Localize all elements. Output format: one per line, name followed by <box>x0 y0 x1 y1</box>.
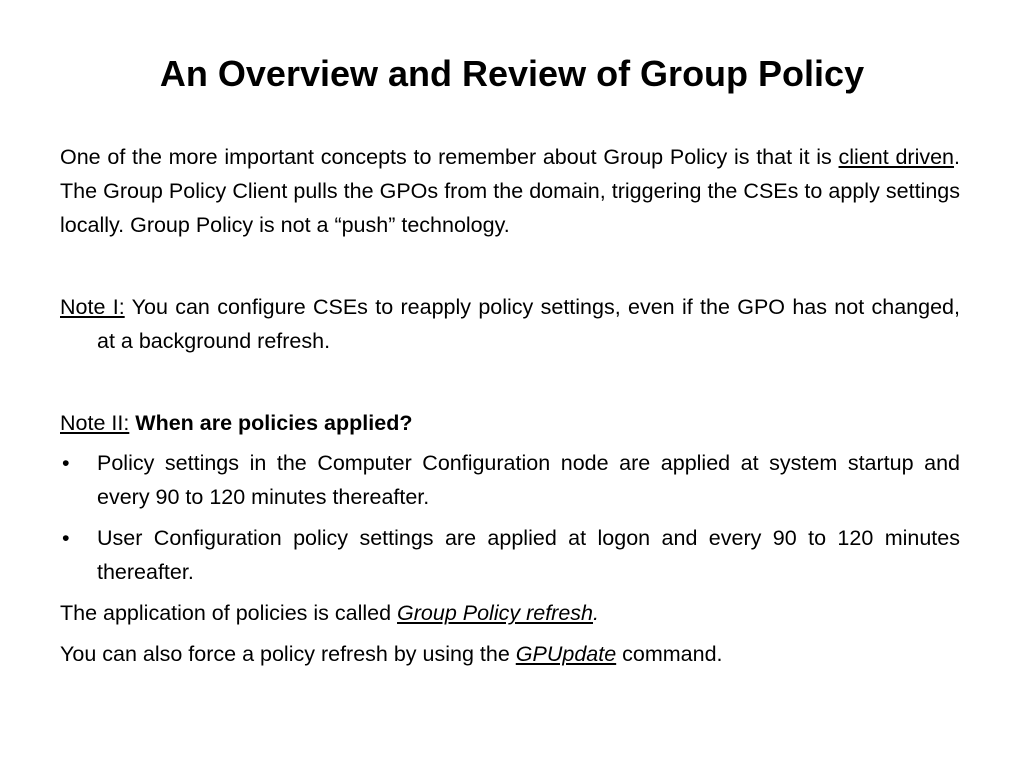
spacer <box>60 242 960 290</box>
note-two <box>60 406 960 440</box>
note-two-label: Note II: <box>60 411 130 435</box>
intro-text-after: . The Group Policy Client pulls the GPOs from the domain, triggering the CSEs to apply settings locally. Group Policy is not a “push” technology. <box>60 145 960 237</box>
force-line <box>60 637 960 671</box>
bullet-icon: • <box>62 451 70 475</box>
intro-text-before: One of the more important concepts to remember about Group Policy is that it is <box>60 145 839 169</box>
group-policy-refresh-term: Group Policy refresh <box>397 601 593 625</box>
force-text-after: command. <box>616 642 723 666</box>
list-item <box>60 446 960 514</box>
intro-paragraph <box>60 140 960 242</box>
gpupdate-term: GPUpdate <box>515 642 617 666</box>
refresh-text-before: The application of policies is called <box>60 601 398 625</box>
note-two-heading: When are policies applied? <box>129 411 413 435</box>
slide-body <box>60 140 960 678</box>
bullet-text: User Configuration policy settings are applied at logon and every 90 to 120 minutes thereafter. <box>97 526 960 584</box>
note-one-label: Note I: <box>60 295 125 319</box>
spacer <box>60 358 960 406</box>
bullet-list <box>60 446 960 589</box>
force-text-before: You can also force a policy refresh by using the <box>60 642 516 666</box>
bullet-icon: • <box>62 526 70 550</box>
client-driven-term: client driven <box>838 145 955 169</box>
bullet-text: Policy settings in the Computer Configuration node are applied at system startup and every 90 to 120 minutes thereafter. <box>97 451 960 509</box>
note-one <box>60 290 960 358</box>
slide-title: An Overview and Review of Group Policy <box>159 53 865 94</box>
list-item <box>60 521 960 589</box>
refresh-line <box>60 596 960 630</box>
refresh-text-after: . <box>593 601 599 625</box>
note-one-text: You can configure CSEs to reapply policy settings, even if the GPO has not changed, at a background refresh. <box>97 295 960 353</box>
